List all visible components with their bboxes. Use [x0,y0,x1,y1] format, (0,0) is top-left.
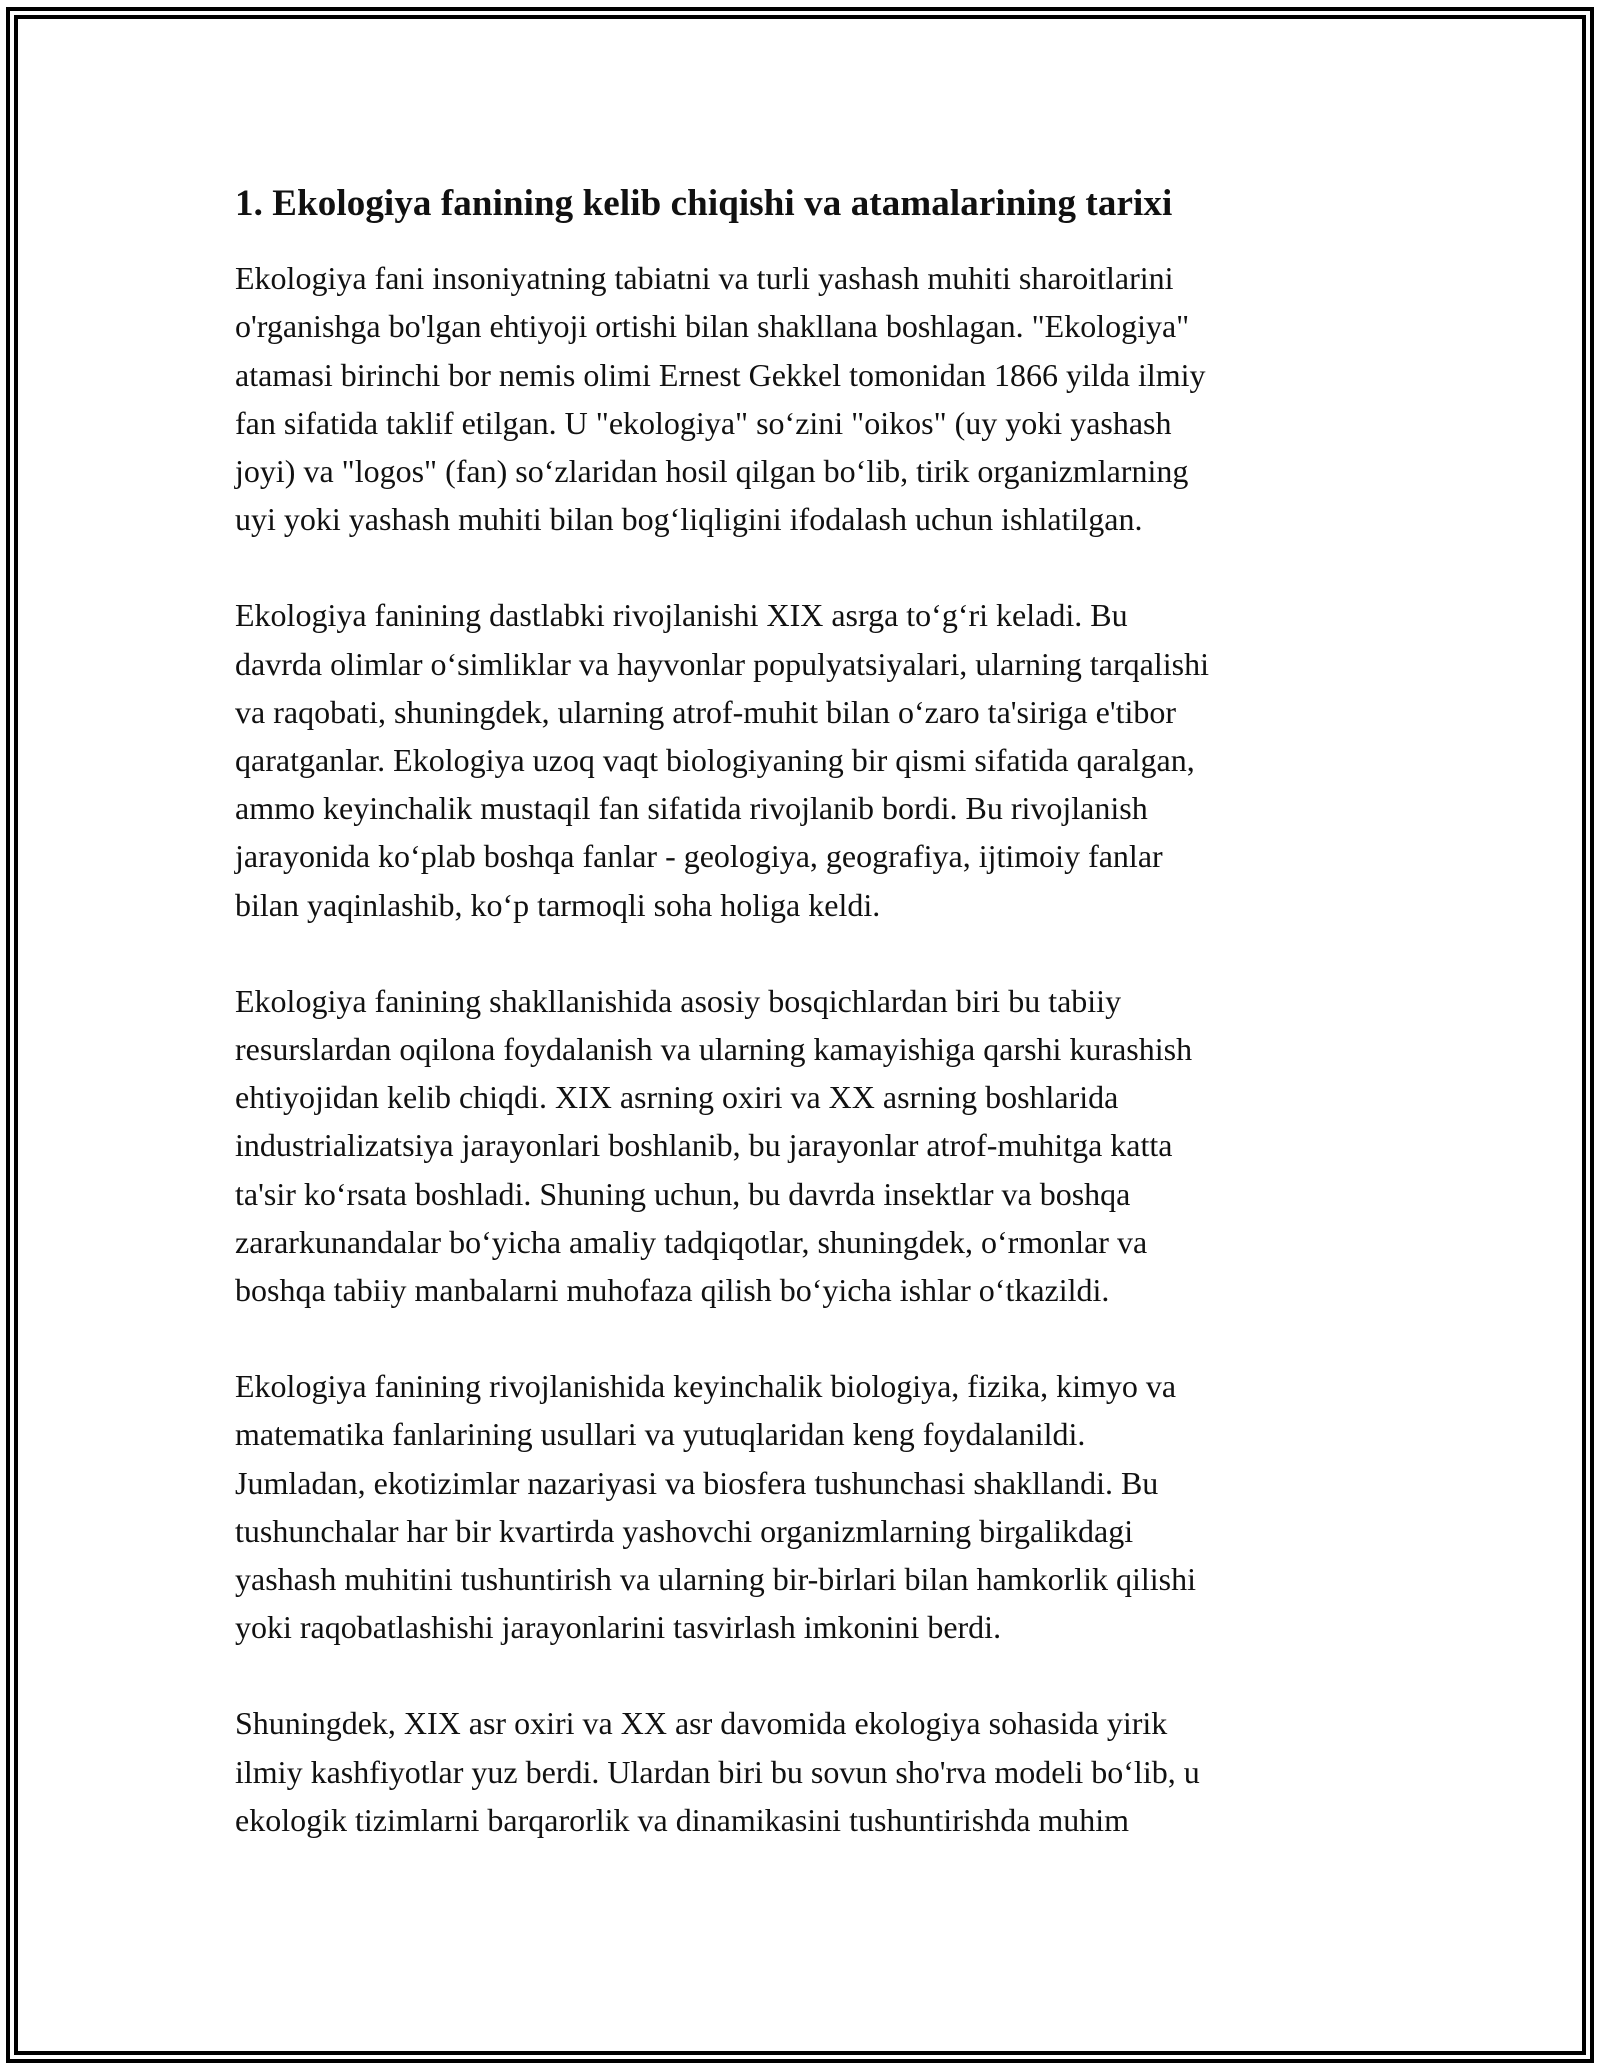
text-line: Ekologiya fanining dastlabki rivojlanishi XIX asrga to‘g‘ri keladi. Bu [235,597,1128,634]
text-line: o'rganishga bo'lgan ehtiyoji ortishi bilan shakllana boshlagan. "Ekologiya" [235,308,1190,345]
paragraph [235,977,1365,1314]
text-line: uyi yoki yashash muhiti bilan bog‘liqligini ifodalash uchun ishlatilgan. [235,501,1143,538]
text-line: yashash muhitini tushuntirish va ularning bir-birlari bilan hamkorlik qilishi [235,1560,1197,1597]
text-line: ehtiyojidan kelib chiqdi. XIX asrning oxiri va XX asrning boshlarida [235,1079,1119,1116]
paragraph [235,591,1365,928]
text-line: boshqa tabiiy manbalarni muhofaza qilish bo‘yicha ishlar o‘tkazildi. [235,1271,1110,1308]
text-line: ilmiy kashfiyotlar yuz berdi. Ulardan biri bu sovun sho'rva modeli bo‘lib, u [235,1753,1200,1790]
text-line: Jumladan, ekotizimlar nazariyasi va biosfera tushunchasi shakllandi. Bu [235,1464,1159,1501]
text-line: qaratganlar. Ekologiya uzoq vaqt biologiyaning bir qismi sifatida qaralgan, [235,741,1195,778]
paragraph [235,1699,1365,1844]
paragraph [235,254,1365,543]
text-line: ta'sir ko‘rsata boshladi. Shuning uchun, bu davrda insektlar va boshqa [235,1175,1131,1212]
text-line: fan sifatida taklif etilgan. U "ekologiya" so‘zini "oikos" (uy yoki yashash [235,404,1172,441]
text-line: yoki raqobatlashishi jarayonlarini tasvirlash imkonini berdi. [235,1609,1002,1646]
paragraph [235,1362,1365,1651]
text-line: bilan yaqinlashib, ko‘p tarmoqli soha holiga keldi. [235,886,881,923]
text-line: resurslardan oqilona foydalanish va ularning kamayishiga qarshi kurashish [235,1030,1193,1067]
text-line: industrializatsiya jarayonlari boshlanib, bu jarayonlar atrof-muhitga katta [235,1127,1173,1164]
text-line: Ekologiya fanining rivojlanishida keyinchalik biologiya, fizika, kimyo va [235,1368,1177,1405]
text-line: ammo keyinchalik mustaqil fan sifatida rivojlanib bordi. Bu rivojlanish [235,790,1148,827]
text-line: atamasi birinchi bor nemis olimi Ernest Gekkel tomonidan 1866 yilda ilmiy [235,356,1206,393]
text-line: zararkunandalar bo‘yicha amaliy tadqiqotlar, shuningdek, o‘rmonlar va [235,1223,1148,1260]
text-line: va raqobati, shuningdek, ularning atrof-muhit bilan o‘zaro ta'siriga e'tibor [235,693,1177,730]
text-line: joyi) va "logos" (fan) so‘zlaridan hosil qilgan bo‘lib, tirik organizmlarning [235,452,1189,489]
document-body [235,180,1365,1892]
text-line: jarayonida ko‘plab boshqa fanlar - geologiya, geografiya, ijtimoiy fanlar [235,838,1163,875]
text-line: matematika fanlarining usullari va yutuqlaridan keng foydalanildi. [235,1416,1086,1453]
text-line: Ekologiya fanining shakllanishida asosiy bosqichlardan biri bu tabiiy [235,982,1122,1019]
text-line: Shuningdek, XIX asr oxiri va XX asr davomida ekologiya sohasida yirik [235,1705,1168,1742]
text-line: Ekologiya fani insoniyatning tabiatni va turli yashash muhiti sharoitlarini [235,260,1174,297]
text-line: tushunchalar har bir kvartirda yashovchi organizmlarning birgalikdagi [235,1512,1134,1549]
text-line: davrda olimlar o‘simliklar va hayvonlar populyatsiyalari, ularning tarqalishi [235,645,1209,682]
text-line: ekologik tizimlarni barqarorlik va dinamikasini tushuntirishda muhim [235,1801,1130,1838]
section-heading: 1. Ekologiya fanining kelib chiqishi va atamalarining tarixi [235,183,1173,224]
